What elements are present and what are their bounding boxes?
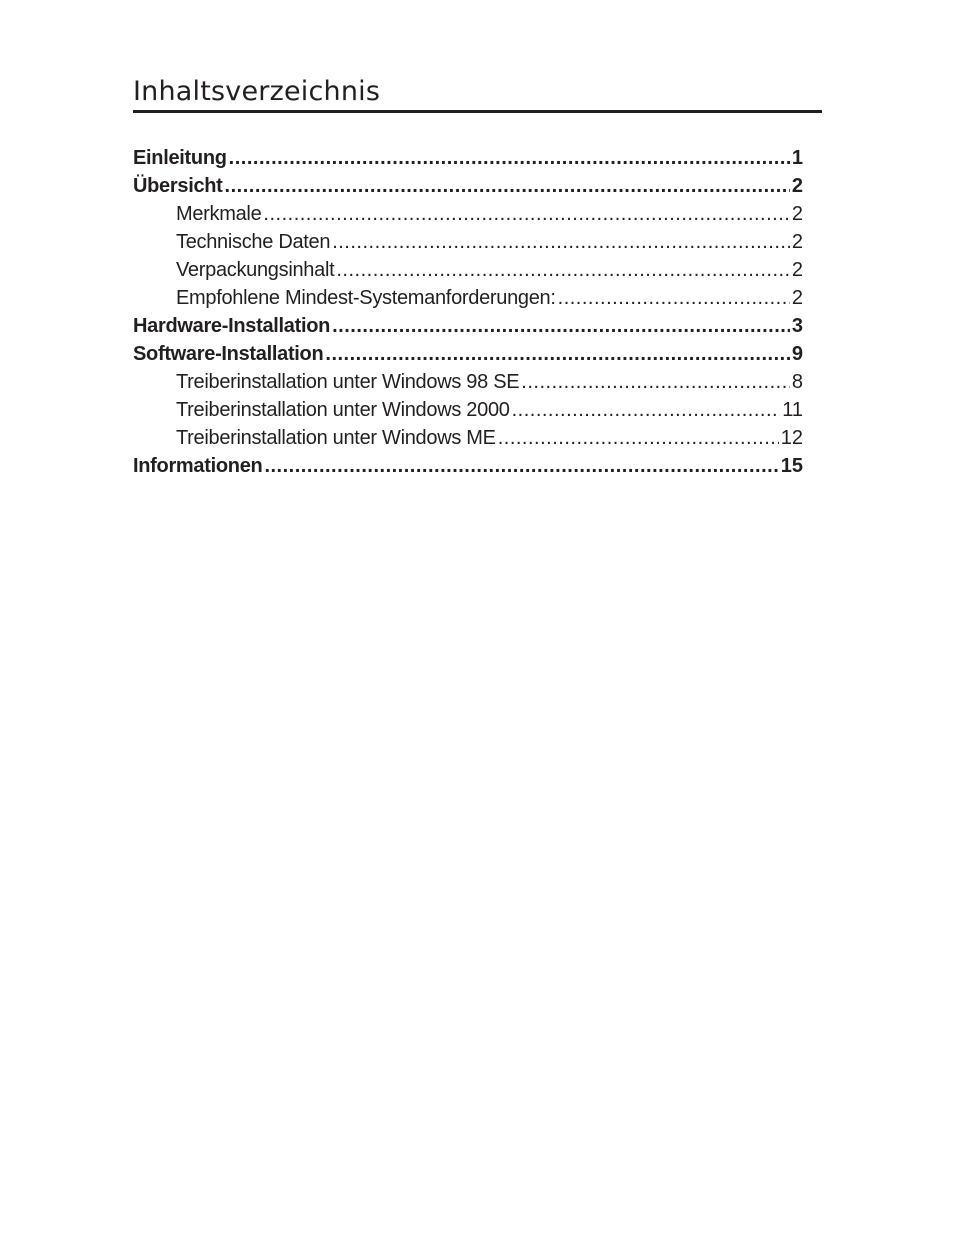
dot-leader <box>336 256 790 284</box>
toc-entry-label: Technische Daten <box>176 231 331 253</box>
toc-entry-label: Treiberinstallation unter Windows 98 SE <box>176 371 520 393</box>
toc-entry-uebersicht[interactable] <box>133 172 803 200</box>
toc-entry-page: 9 <box>791 343 803 365</box>
toc-entry-page: 3 <box>791 315 803 337</box>
dot-leader <box>263 200 789 228</box>
toc-entry-label: Merkmale <box>176 203 262 225</box>
toc-entry-label: Treiberinstallation unter Windows 2000 <box>176 399 510 421</box>
toc-entry-verpackungsinhalt[interactable] <box>133 256 803 284</box>
dot-leader <box>225 172 790 200</box>
page-title: Inhaltsverzeichnis <box>133 76 381 107</box>
toc-entry-page: 8 <box>791 371 803 393</box>
toc-entry-windows-98-se[interactable] <box>133 368 803 396</box>
dot-leader <box>332 312 790 340</box>
toc-entry-page: 2 <box>791 231 803 253</box>
toc-entry-systemanforderungen[interactable] <box>133 284 803 312</box>
toc-entry-page: 2 <box>791 259 803 281</box>
toc-entry-informationen[interactable] <box>133 452 803 480</box>
toc-entry-software-installation[interactable] <box>133 340 803 368</box>
toc-entry-label: Empfohlene Mindest-Systemanforderungen: <box>176 287 556 309</box>
dot-leader <box>512 396 781 424</box>
toc-entry-page: 2 <box>791 175 803 197</box>
toc-entry-page: 1 <box>791 147 803 169</box>
toc-entry-page: 15 <box>780 455 803 477</box>
toc-entry-label: Informationen <box>133 455 263 477</box>
dot-leader <box>332 228 790 256</box>
toc-entry-label: Einleitung <box>133 147 227 169</box>
toc-entry-label: Treiberinstallation unter Windows ME <box>176 427 496 449</box>
toc-entry-technische-daten[interactable] <box>133 228 803 256</box>
toc-entry-hardware-installation[interactable] <box>133 312 803 340</box>
dot-leader <box>229 144 790 172</box>
toc-entry-windows-2000[interactable] <box>133 396 803 424</box>
dot-leader <box>264 452 778 480</box>
toc-entry-windows-me[interactable] <box>133 424 803 452</box>
toc-entry-einleitung[interactable] <box>133 144 803 172</box>
dot-leader <box>498 424 779 452</box>
toc-entry-label: Software-Installation <box>133 343 324 365</box>
toc-entry-label: Übersicht <box>133 175 223 197</box>
toc-entry-label: Verpackungsinhalt <box>176 259 335 281</box>
toc-entry-page: 2 <box>791 203 803 225</box>
table-of-contents <box>133 144 803 480</box>
dot-leader <box>325 340 789 368</box>
toc-entry-page: 12 <box>780 427 803 449</box>
toc-entry-label: Hardware-Installation <box>133 315 331 337</box>
dot-leader <box>521 368 790 396</box>
toc-entry-merkmale[interactable] <box>133 200 803 228</box>
toc-entry-page: 11 <box>782 399 803 421</box>
toc-entry-page: 2 <box>791 287 803 309</box>
dot-leader <box>558 284 790 312</box>
title-underline <box>133 110 822 113</box>
